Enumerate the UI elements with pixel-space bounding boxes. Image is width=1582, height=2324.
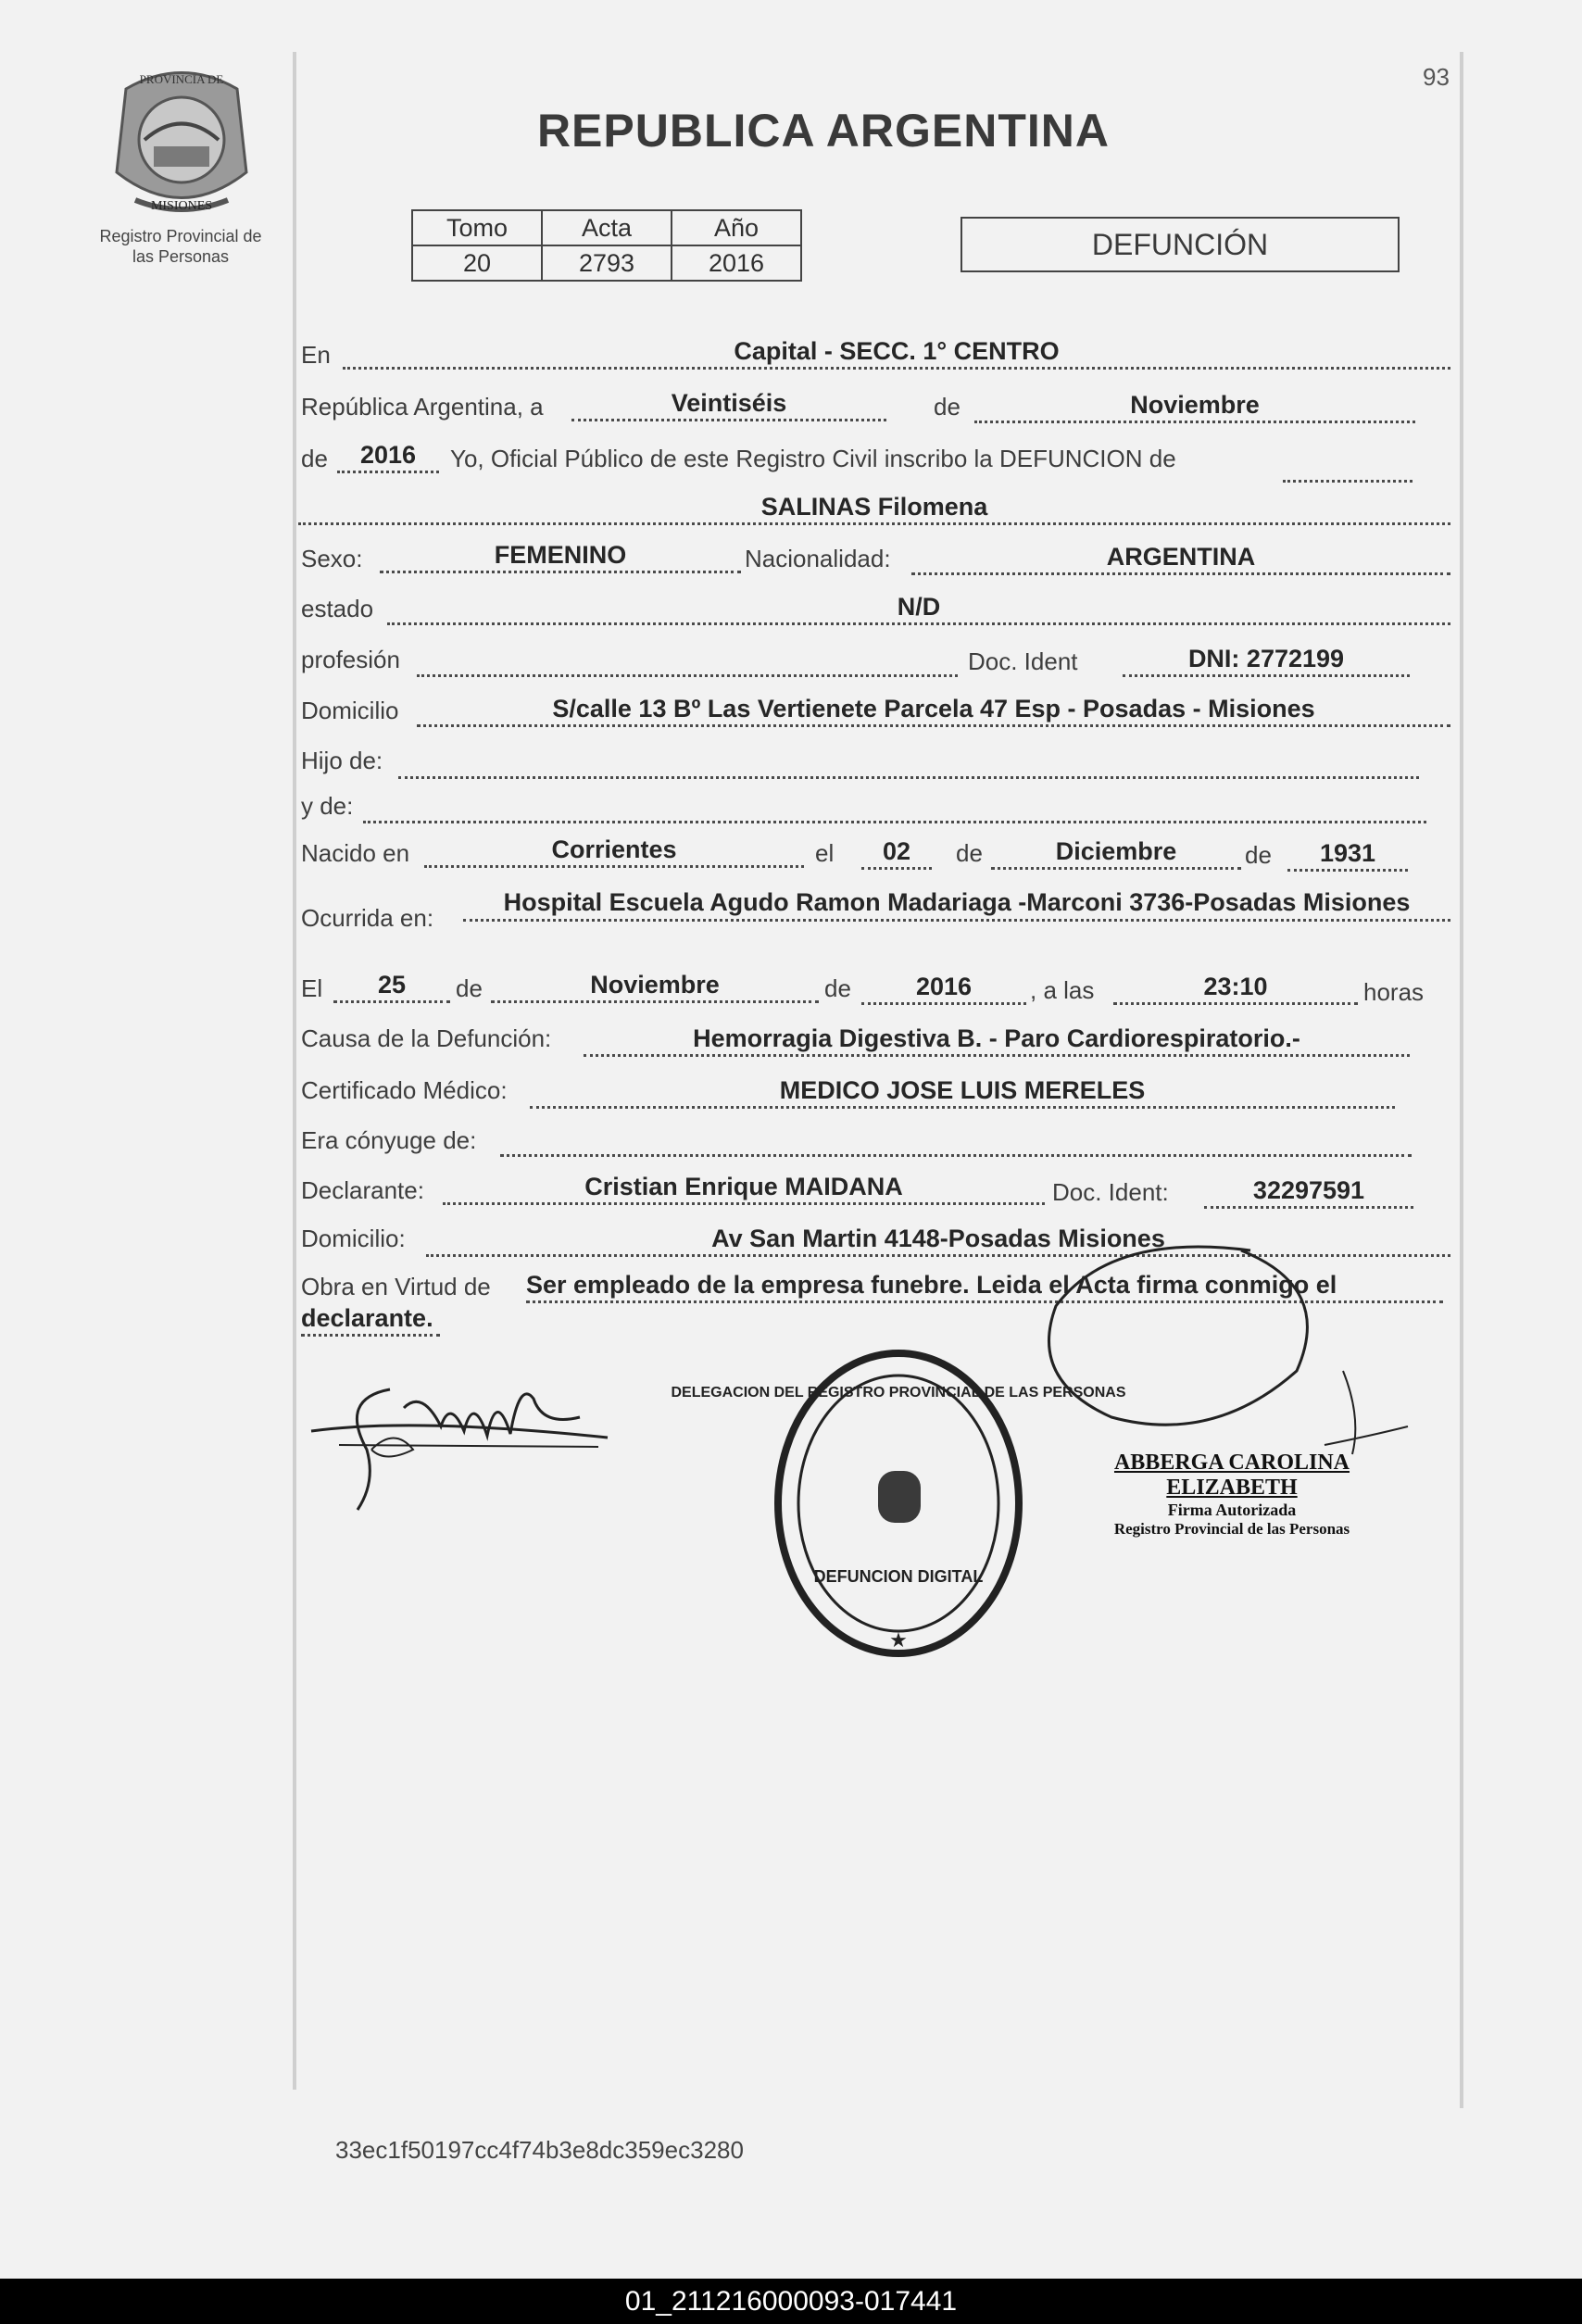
label-en: En (301, 341, 331, 369)
logo-caption (74, 226, 287, 267)
field-year: 2016 (337, 439, 439, 473)
label-y-de: y de: (301, 792, 354, 820)
official-role: Firma Autorizada (1167, 1501, 1297, 1519)
field-place-of-death: Hospital Escuela Agudo Ramon Madariaga -Marconi 3736-Posadas Misiones (463, 886, 1450, 922)
document-hash: 33ec1f50197cc4f74b3e8dc359ec3280 (335, 2136, 744, 2164)
label-causa: Causa de la Defunción: (301, 1024, 552, 1052)
field-medical-certificate: MEDICO JOSE LUIS MERELES (530, 1074, 1395, 1109)
label-de-birth-year: de (1245, 841, 1272, 869)
field-birth-month: Diciembre (991, 835, 1241, 870)
label-de-death-year: de (824, 974, 851, 1002)
registry-value-tomo: 20 (412, 245, 542, 281)
field-spouse (500, 1123, 1412, 1157)
registry-header-acta: Acta (542, 210, 672, 245)
field-declarant-address: Av San Martin 4148-Posadas Misiones (426, 1223, 1450, 1257)
label-de-birth-month: de (956, 839, 983, 867)
field-hijo-de (398, 745, 1419, 779)
label-el-death: El (301, 974, 323, 1002)
field-birth-year: 1931 (1287, 837, 1408, 872)
label-obra-en-virtud: Obra en Virtud de (301, 1273, 491, 1300)
label-de-death-month: de (456, 974, 483, 1002)
field-nacionalidad: ARGENTINA (911, 541, 1450, 575)
label-horas: horas (1363, 978, 1425, 1006)
official-name: ABBERGA CAROLINA ELIZABETH (1113, 1451, 1350, 1500)
page-number: 93 (1423, 63, 1450, 91)
label-profesion: profesión (301, 646, 400, 673)
record-type-box: DEFUNCIÓN (960, 217, 1400, 272)
stamp-ring-text: DELEGACION DEL REGISTRO PROVINCIAL DE LAS PERSONAS (671, 1385, 1126, 1401)
seal-top-text: PROVINCIA DE (139, 72, 224, 86)
registry-header-anio: Año (672, 210, 801, 245)
declarant-signature (302, 1362, 617, 1519)
official-block (1056, 1451, 1408, 1539)
official-signature (1028, 1232, 1417, 1463)
registry-header-row (412, 210, 801, 245)
registry-value-acta: 2793 (542, 245, 672, 281)
label-doc-ident: Doc. Ident (968, 647, 1078, 675)
field-death-day: 25 (333, 969, 450, 1003)
field-place: Capital - SECC. 1° CENTRO (343, 335, 1450, 370)
label-nacido-en: Nacido en (301, 839, 410, 867)
label-sexo: Sexo: (301, 545, 363, 572)
right-margin-line (1460, 52, 1463, 2108)
field-estado: N/D (387, 591, 1450, 625)
footer-id-bar: 01_211216000093-017441 (0, 2279, 1582, 2324)
official-stamp (671, 1341, 1126, 1665)
field-declarant-name: Cristian Enrique MAIDANA (443, 1171, 1045, 1205)
registry-table (411, 209, 802, 282)
field-doc-ident: DNI: 2772199 (1123, 643, 1410, 677)
field-profesion (417, 643, 958, 677)
label-declarant-doc: Doc. Ident: (1052, 1178, 1169, 1206)
label-hijo-de: Hijo de: (301, 747, 383, 774)
registry-value-anio: 2016 (672, 245, 801, 281)
label-estado: estado (301, 595, 374, 622)
label-domicilio: Domicilio (301, 697, 399, 724)
logo-caption-line1: Registro Provincial de (99, 227, 262, 245)
field-cause-of-death: Hemorragia Digestiva B. - Paro Cardiorespiratorio.- (584, 1023, 1410, 1057)
field-obra-line1: Ser empleado de la empresa funebre. Leida el Acta firma conmigo el (526, 1269, 1443, 1303)
field-defuncion-blank (1283, 448, 1412, 483)
field-domicilio: S/calle 13 Bº Las Vertienete Parcela 47 Esp - Posadas - Misiones (417, 693, 1450, 727)
field-month: Noviembre (974, 389, 1415, 423)
field-death-month: Noviembre (491, 969, 819, 1003)
seal-bottom-text: MISIONES (150, 199, 213, 213)
svg-text:★: ★ (889, 1628, 908, 1652)
registry-header-tomo: Tomo (412, 210, 542, 245)
label-el-birth: el (815, 839, 835, 867)
field-death-year: 2016 (861, 971, 1026, 1005)
label-declarante: Declarante: (301, 1176, 424, 1204)
field-day: Veintiséis (571, 387, 886, 421)
label-declarant-domicilio: Domicilio: (301, 1225, 406, 1252)
logo-caption-line2: las Personas (132, 247, 230, 266)
field-deceased-name: SALINAS Filomena (298, 491, 1450, 525)
stamp-inner-text: DEFUNCION DIGITAL (813, 1567, 984, 1586)
field-sexo: FEMENINO (380, 539, 741, 573)
label-de-year: de (301, 445, 328, 472)
label-certificado: Certificado Médico: (301, 1076, 508, 1104)
field-birthplace: Corrientes (424, 834, 804, 868)
left-margin-line (293, 52, 296, 2090)
label-republica: República Argentina, a (301, 393, 544, 421)
label-ocurrida-en: Ocurrida en: (301, 904, 434, 932)
label-yo-oficial: Yo, Oficial Público de este Registro Civil inscribo la DEFUNCION de (450, 445, 1176, 472)
field-birth-day: 02 (861, 835, 932, 870)
label-a-las: , a las (1030, 976, 1095, 1004)
official-office: Registro Provincial de las Personas (1113, 1520, 1350, 1538)
label-conyuge: Era cónyuge de: (301, 1126, 477, 1154)
field-obra-line2: declarante. (301, 1302, 440, 1337)
label-nacionalidad: Nacionalidad: (745, 545, 891, 572)
field-declarant-doc: 32297591 (1204, 1175, 1413, 1209)
field-y-de (363, 789, 1426, 823)
page-title: REPUBLICA ARGENTINA (536, 105, 1111, 157)
field-hour: 23:10 (1113, 971, 1358, 1005)
registry-value-row (412, 245, 801, 281)
label-de-month: de (934, 393, 960, 421)
